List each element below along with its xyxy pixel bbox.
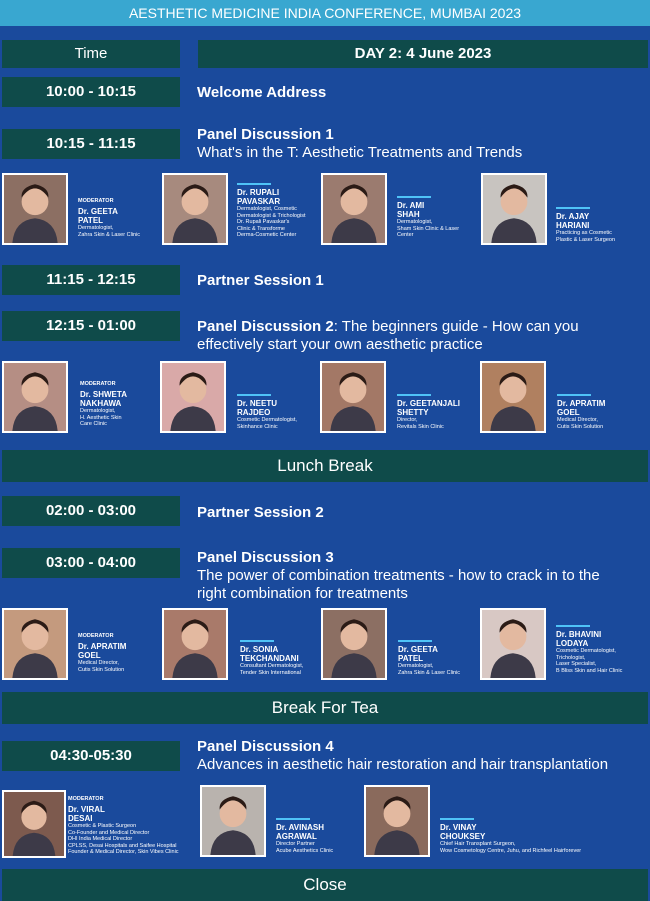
speaker-card <box>276 818 358 854</box>
speaker-desc: Dermatologist, Sham Skin Clinic & Laser Center <box>397 219 460 238</box>
speaker-desc: Medical Director, Cutis Skin Solution <box>557 417 604 430</box>
speaker-name: RAJDEO <box>237 408 271 417</box>
speaker-name: GOEL <box>78 651 101 660</box>
divider <box>237 183 271 185</box>
speaker-desc: Director Partner Acube Aesthetics Clinic <box>276 841 334 854</box>
speaker-name: Dr. RUPALI <box>237 188 280 197</box>
speaker-name: PATEL <box>398 654 424 663</box>
speaker-card <box>556 207 648 243</box>
slot-subtitle: Advances in aesthetic hair restoration and hair transplantation <box>197 756 609 773</box>
speaker-desc: Director, Revitals Skin Clinic <box>397 417 444 430</box>
portrait-icon <box>483 175 545 243</box>
portrait-icon <box>4 610 66 678</box>
speaker-name: DESAI <box>68 814 93 823</box>
speaker-photo <box>160 361 226 433</box>
speaker-photo <box>480 361 546 433</box>
speaker-photo <box>162 608 228 680</box>
portrait-icon <box>4 363 66 431</box>
speaker-card <box>556 625 648 674</box>
speaker-desc: Consultant Dermatologist, Tender Skin International <box>240 663 304 676</box>
portrait-icon <box>202 787 264 855</box>
speaker-name: LODAYA <box>556 639 589 648</box>
slot-title: Panel Discussion 3 <box>197 549 334 566</box>
slot-title: Panel Discussion 2 <box>197 318 334 335</box>
portrait-icon <box>164 175 226 243</box>
slot-title-line <box>197 318 579 335</box>
speaker-name: Dr. SHWETA <box>80 390 127 399</box>
conference-title: AESTHETIC MEDICINE INDIA CONFERENCE, MUMBAI 2023 <box>0 0 650 26</box>
speaker-card <box>397 196 477 239</box>
portrait-icon <box>323 610 385 678</box>
speaker-desc: Cosmetic Dermatologist, Trichologist, Laser Specialist, B Bliss Skin and Hair Clinic <box>556 648 623 674</box>
speaker-card <box>398 640 480 676</box>
speaker-photo <box>2 173 68 245</box>
speaker-card <box>240 640 322 676</box>
divider <box>237 394 271 396</box>
speaker-desc: Chief Hair Transplant Surgeon, Wow Cosmetology Centre, Juhu, and Richfeel Hairforever <box>440 841 582 854</box>
slot-title: Partner Session 2 <box>197 504 324 521</box>
slot-subtitle: effectively start your own aesthetic practice <box>197 336 483 353</box>
speaker-card <box>68 795 198 856</box>
speaker-photo <box>320 361 386 433</box>
time-column-header: Time <box>2 40 180 68</box>
speaker-photo <box>2 608 68 680</box>
speaker-photo <box>162 173 228 245</box>
speaker-desc: Dermatologist, Cosmetic Dermatologist & Trichologist Dr. Rupali Pavaskar's Clinic & Transforme Derma-Cosmetic Center <box>237 206 306 238</box>
speaker-desc: Medical Director, Cutis Skin Solution <box>78 660 125 673</box>
speaker-name: Dr. VIRAL <box>68 805 105 814</box>
speaker-photo <box>321 173 387 245</box>
slot-title: Welcome Address <box>197 84 327 101</box>
speaker-card <box>237 183 322 239</box>
portrait-icon <box>322 363 384 431</box>
speaker-card <box>440 818 620 854</box>
speaker-name: CHOUKSEY <box>440 832 486 841</box>
slot-title: Partner Session 1 <box>197 272 324 289</box>
slot-title: Panel Discussion 1 <box>197 126 334 143</box>
slot-time: 11:15 - 12:15 <box>2 265 180 295</box>
speaker-role: MODERATOR <box>80 381 116 387</box>
speaker-photo <box>321 608 387 680</box>
divider <box>440 818 474 820</box>
speaker-name: Dr. NEETU <box>237 399 278 408</box>
portrait-icon <box>366 787 428 855</box>
speaker-name: Dr. SONIA <box>240 645 279 654</box>
portrait-icon <box>4 792 64 856</box>
speaker-name: SHETTY <box>397 408 429 417</box>
speaker-name: Dr. BHAVINI <box>556 630 602 639</box>
divider <box>556 207 590 209</box>
divider <box>556 625 590 627</box>
slot-time: 10:00 - 10:15 <box>2 77 180 107</box>
speaker-name: Dr. APRATIM <box>557 399 606 408</box>
divider <box>240 640 274 642</box>
speaker-photo <box>480 608 546 680</box>
speaker-name: Dr. AVINASH <box>276 823 325 832</box>
speaker-photo <box>200 785 266 857</box>
divider <box>276 818 310 820</box>
divider <box>397 394 431 396</box>
speaker-role: MODERATOR <box>78 633 114 639</box>
tea-break-band: Break For Tea <box>2 692 648 724</box>
speaker-card <box>237 394 322 430</box>
speaker-name: GOEL <box>557 408 580 417</box>
speaker-name: TEKCHANDANI <box>240 654 299 663</box>
speaker-role: MODERATOR <box>78 198 114 204</box>
speaker-role: MODERATOR <box>68 796 104 802</box>
speaker-card <box>557 394 647 430</box>
close-band: Close <box>2 869 648 901</box>
speaker-photo <box>364 785 430 857</box>
speaker-card <box>80 380 160 428</box>
speaker-name: HARIANI <box>556 221 590 230</box>
speaker-name: PATEL <box>78 216 104 225</box>
speaker-card <box>397 394 479 430</box>
speaker-name: Dr. APRATIM <box>78 642 127 651</box>
portrait-icon <box>323 175 385 243</box>
speaker-name: Dr. GEETA <box>398 645 438 654</box>
speaker-card <box>78 197 158 238</box>
portrait-icon <box>482 363 544 431</box>
slot-time: 04:30-05:30 <box>2 741 180 771</box>
speaker-name: PAVASKAR <box>237 197 281 206</box>
speaker-name: Dr. GEETANJALI <box>397 399 460 408</box>
speaker-name: SHAH <box>397 210 420 219</box>
speaker-name: NAKHAWA <box>80 399 122 408</box>
speaker-desc: Practicing as Cosmetic Plastic & Laser Surgeon <box>556 230 616 243</box>
speaker-card <box>78 632 158 673</box>
slot-time: 03:00 - 04:00 <box>2 548 180 578</box>
portrait-icon <box>482 610 544 678</box>
speaker-desc: Dermatologist, H. Aesthetic Skin Care Clinic <box>80 408 122 427</box>
portrait-icon <box>162 363 224 431</box>
speaker-name: Dr. AMI <box>397 201 425 210</box>
speaker-photo <box>2 361 68 433</box>
speaker-name: Dr. GEETA <box>78 207 118 216</box>
slot-subtitle-line2: right combination for treatments <box>197 585 408 602</box>
speaker-photo <box>481 173 547 245</box>
speaker-name: AGRAWAL <box>276 832 317 841</box>
slot-time: 12:15 - 01:00 <box>2 311 180 341</box>
speaker-desc: Cosmetic & Plastic Surgeon Co-Founder and Medical Director DHI India Medical Director CPLSS, Desai Hospitals and Saifee Hospital Founder & Medical Director, Skin Vibes Clinic <box>68 823 179 855</box>
slot-time: 02:00 - 03:00 <box>2 496 180 526</box>
speaker-photo <box>2 790 66 858</box>
slot-subtitle: The power of combination treatments - how to crack in to the <box>197 567 600 584</box>
day-column-header: DAY 2: 4 June 2023 <box>198 40 648 68</box>
lunch-break-band: Lunch Break <box>2 450 648 482</box>
slot-title-rest: : The beginners guide - How can you <box>333 318 579 335</box>
divider <box>398 640 432 642</box>
speaker-desc: Cosmetic Dermatologist, Skinhance Clinic <box>237 417 297 430</box>
speaker-desc: Dermatologist, Zahra Skin & Laser Clinic <box>398 663 461 676</box>
speaker-desc: Dermatologist, Zahra Skin & Laser Clinic <box>78 225 141 238</box>
slot-subtitle: What's in the T: Aesthetic Treatments and Trends <box>197 144 523 161</box>
slot-title: Panel Discussion 4 <box>197 738 334 755</box>
portrait-icon <box>4 175 66 243</box>
speaker-name: Dr. VINAY <box>440 823 477 832</box>
divider <box>397 196 431 198</box>
portrait-icon <box>164 610 226 678</box>
slot-time: 10:15 - 11:15 <box>2 129 180 159</box>
divider <box>557 394 591 396</box>
speaker-name: Dr. AJAY <box>556 212 590 221</box>
